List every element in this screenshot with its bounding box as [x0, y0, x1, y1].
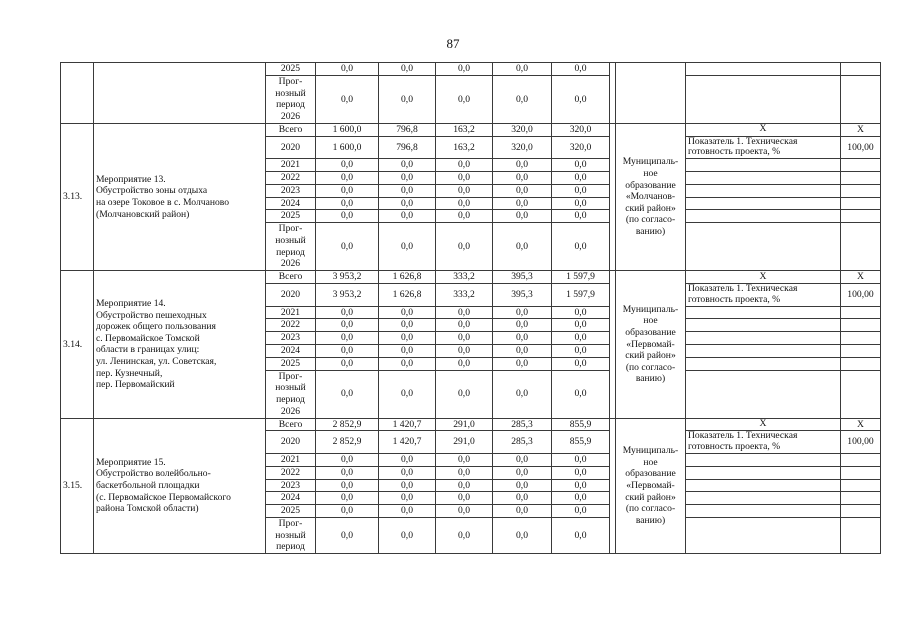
- executor-cell: [616, 63, 686, 124]
- value-cell: 0,0: [379, 75, 436, 123]
- value-cell: 291,0: [436, 431, 493, 454]
- indicator-cell: [686, 344, 841, 357]
- value-cell: 0,0: [436, 197, 493, 210]
- value-cell: 0,0: [552, 492, 610, 505]
- value-cell: 0,0: [316, 517, 379, 553]
- value-cell: 0,0: [493, 75, 552, 123]
- value-cell: 0,0: [316, 357, 379, 370]
- executor-line: ванию): [635, 514, 666, 526]
- value-cell: 0,0: [379, 171, 436, 184]
- value-cell: 320,0: [552, 123, 610, 136]
- value-cell: 0,0: [552, 319, 610, 332]
- value-cell: 0,0: [316, 159, 379, 172]
- period-line: Прог-: [278, 518, 303, 530]
- indicator-value-cell: [841, 63, 881, 76]
- period-line: Прог-: [278, 76, 303, 88]
- value-cell: 0,0: [316, 197, 379, 210]
- value-cell: 395,3: [493, 283, 552, 306]
- period-cell: [266, 75, 316, 123]
- value-cell: 1 597,9: [552, 271, 610, 284]
- indicator-value-cell: 100,00: [841, 431, 881, 454]
- value-cell: 0,0: [436, 75, 493, 123]
- value-cell: 0,0: [493, 184, 552, 197]
- indicator-cell: [686, 492, 841, 505]
- indicator-value-cell: [841, 344, 881, 357]
- indicator-value-cell: 100,00: [841, 136, 881, 159]
- period-cell: Всего: [266, 123, 316, 136]
- period-cell: 2024: [266, 197, 316, 210]
- period-cell: [266, 370, 316, 418]
- value-cell: 1 600,0: [316, 136, 379, 159]
- value-cell: 2 852,9: [316, 418, 379, 431]
- value-cell: 0,0: [316, 75, 379, 123]
- value-cell: 0,0: [379, 492, 436, 505]
- value-cell: 0,0: [316, 453, 379, 466]
- value-cell: 0,0: [316, 466, 379, 479]
- indicator-value-cell: [841, 505, 881, 518]
- executor-line: (по согласо-: [625, 503, 676, 515]
- description-line: пер. Кузнечный,: [96, 367, 163, 379]
- value-cell: 0,0: [436, 492, 493, 505]
- value-cell: 0,0: [493, 332, 552, 345]
- table-row: [61, 123, 881, 136]
- description-line: баскетбольной площадки: [96, 479, 200, 491]
- value-cell: 0,0: [316, 63, 379, 76]
- description-line: на озере Токовое в с. Молчаново: [96, 196, 230, 208]
- number-cell: [61, 63, 94, 124]
- value-cell: 0,0: [436, 505, 493, 518]
- value-cell: 1 626,8: [379, 283, 436, 306]
- value-cell: 0,0: [493, 505, 552, 518]
- period-cell: [266, 517, 316, 553]
- value-cell: 0,0: [379, 357, 436, 370]
- indicator-value-cell: [841, 517, 881, 553]
- executor-line: ное: [643, 315, 658, 327]
- value-cell: 0,0: [316, 223, 379, 271]
- period-line: 2026: [280, 405, 301, 417]
- executor-line: «Молчанов-: [625, 191, 676, 203]
- activity-description: [94, 418, 266, 553]
- value-cell: 0,0: [436, 319, 493, 332]
- description-line: Обустройство пешеходных: [96, 309, 207, 321]
- description-line: Обустройство зоны отдыха: [96, 185, 208, 197]
- value-cell: 333,2: [436, 271, 493, 284]
- period-line: 2026: [280, 110, 301, 122]
- page-number: 87: [446, 36, 460, 51]
- indicator-cell: [686, 171, 841, 184]
- value-cell: 0,0: [436, 344, 493, 357]
- description-line: Мероприятие 13.: [96, 173, 166, 185]
- indicator-value-cell: [841, 492, 881, 505]
- value-cell: 0,0: [552, 75, 610, 123]
- executor-line: ванию): [635, 373, 666, 385]
- value-cell: 0,0: [552, 517, 610, 553]
- indicator-value-cell: [841, 171, 881, 184]
- period-cell: 2023: [266, 479, 316, 492]
- period-line: период: [276, 99, 305, 111]
- value-cell: 0,0: [436, 479, 493, 492]
- value-cell: 0,0: [316, 171, 379, 184]
- indicator-value-cell: [841, 466, 881, 479]
- value-cell: 0,0: [379, 453, 436, 466]
- indicator-cell: [686, 505, 841, 518]
- value-cell: 0,0: [493, 306, 552, 319]
- value-cell: 855,9: [552, 431, 610, 454]
- period-cell: 2025: [266, 63, 316, 76]
- activity-number: 3.15.: [61, 418, 94, 553]
- description-line: Мероприятие 15.: [96, 456, 166, 468]
- activity-number: 3.14.: [61, 271, 94, 418]
- value-cell: 1 626,8: [379, 271, 436, 284]
- value-cell: 0,0: [316, 332, 379, 345]
- indicator-header-cell: Х: [686, 271, 841, 284]
- value-cell: 0,0: [379, 370, 436, 418]
- value-cell: 0,0: [493, 63, 552, 76]
- value-cell: 0,0: [436, 223, 493, 271]
- period-cell: 2021: [266, 306, 316, 319]
- value-cell: 0,0: [436, 517, 493, 553]
- value-cell: 0,0: [552, 171, 610, 184]
- value-cell: 0,0: [436, 171, 493, 184]
- value-cell: 333,2: [436, 283, 493, 306]
- value-cell: 0,0: [436, 357, 493, 370]
- period-cell: 2025: [266, 505, 316, 518]
- value-header-cell: Х: [841, 418, 881, 431]
- executor-line: ский район»: [625, 350, 676, 362]
- executor-line: образование: [625, 468, 676, 480]
- indicator-cell: [686, 63, 841, 76]
- value-cell: 0,0: [316, 319, 379, 332]
- value-cell: 796,8: [379, 123, 436, 136]
- value-cell: 0,0: [493, 517, 552, 553]
- period-cell: [266, 223, 316, 271]
- executor-line: Муниципаль-: [622, 156, 679, 168]
- indicator-cell: [686, 479, 841, 492]
- value-cell: 0,0: [552, 223, 610, 271]
- indicator-cell: [686, 210, 841, 223]
- value-cell: 0,0: [436, 453, 493, 466]
- executor-line: образование: [625, 179, 676, 191]
- indicator-name-cell: Показатель 1. Техническая готовность проекта, %: [686, 136, 841, 159]
- value-cell: 0,0: [379, 479, 436, 492]
- period-cell: 2022: [266, 171, 316, 184]
- description-line: дорожек общего пользования: [96, 321, 216, 333]
- value-cell: 1 420,7: [379, 431, 436, 454]
- value-cell: 285,3: [493, 431, 552, 454]
- indicator-cell: [686, 223, 841, 271]
- indicator-cell: [686, 197, 841, 210]
- period-cell: 2024: [266, 344, 316, 357]
- indicator-cell: [686, 466, 841, 479]
- value-cell: 0,0: [379, 306, 436, 319]
- value-cell: 0,0: [552, 357, 610, 370]
- period-cell: 2023: [266, 332, 316, 345]
- value-cell: 0,0: [493, 344, 552, 357]
- value-header-cell: Х: [841, 123, 881, 136]
- value-cell: 1 597,9: [552, 283, 610, 306]
- executor-line: «Первомай-: [626, 338, 675, 350]
- value-cell: 0,0: [316, 306, 379, 319]
- indicator-value-cell: [841, 197, 881, 210]
- value-cell: 0,0: [379, 197, 436, 210]
- period-line: Прог-: [278, 223, 303, 235]
- executor-cell: [616, 271, 686, 418]
- value-cell: 0,0: [493, 357, 552, 370]
- value-cell: 0,0: [552, 210, 610, 223]
- indicator-cell: [686, 159, 841, 172]
- table-row: [61, 271, 881, 284]
- program-table: [60, 62, 881, 554]
- value-cell: 0,0: [552, 184, 610, 197]
- executor-line: ский район»: [625, 491, 676, 503]
- description-line: области в границах улиц:: [96, 344, 200, 356]
- period-line: период: [276, 541, 305, 553]
- executor-line: ский район»: [625, 202, 676, 214]
- value-cell: 0,0: [552, 159, 610, 172]
- executor-line: (по согласо-: [625, 361, 676, 373]
- value-cell: 0,0: [493, 466, 552, 479]
- executor-line: (по согласо-: [625, 214, 676, 226]
- description-cell: [94, 63, 266, 124]
- indicator-cell: [686, 319, 841, 332]
- value-cell: 0,0: [493, 479, 552, 492]
- indicator-value-cell: 100,00: [841, 283, 881, 306]
- executor-line: ванию): [635, 225, 666, 237]
- period-line: нозный: [275, 87, 306, 99]
- indicator-cell: [686, 517, 841, 553]
- value-cell: 0,0: [436, 210, 493, 223]
- value-cell: 320,0: [552, 136, 610, 159]
- period-cell: 2020: [266, 431, 316, 454]
- indicator-cell: [686, 370, 841, 418]
- value-cell: 0,0: [379, 466, 436, 479]
- period-cell: 2024: [266, 492, 316, 505]
- value-cell: 163,2: [436, 123, 493, 136]
- indicator-value-cell: [841, 319, 881, 332]
- indicator-value-cell: [841, 357, 881, 370]
- value-cell: 0,0: [379, 184, 436, 197]
- description-line: Обустройство волейбольно-: [96, 468, 211, 480]
- value-cell: 0,0: [316, 184, 379, 197]
- value-cell: 1 600,0: [316, 123, 379, 136]
- value-cell: 291,0: [436, 418, 493, 431]
- executor-cell: [616, 123, 686, 270]
- value-cell: 1 420,7: [379, 418, 436, 431]
- executor-line: образование: [625, 326, 676, 338]
- value-cell: 0,0: [493, 492, 552, 505]
- executor-line: ное: [643, 456, 658, 468]
- period-cell: 2020: [266, 283, 316, 306]
- period-cell: 2022: [266, 319, 316, 332]
- period-cell: 2025: [266, 357, 316, 370]
- indicator-header-cell: Х: [686, 123, 841, 136]
- activity-number: 3.13.: [61, 123, 94, 270]
- indicator-value-cell: [841, 479, 881, 492]
- indicator-value-cell: [841, 159, 881, 172]
- period-line: период: [276, 394, 305, 406]
- period-line: нозный: [275, 235, 306, 247]
- description-line: пер. Первомайский: [96, 379, 175, 391]
- value-cell: 0,0: [493, 171, 552, 184]
- value-cell: 0,0: [493, 197, 552, 210]
- indicator-name-cell: Показатель 1. Техническая готовность проекта, %: [686, 431, 841, 454]
- description-line: Мероприятие 14.: [96, 297, 166, 309]
- table-row: [61, 63, 881, 76]
- indicator-name-cell: Показатель 1. Техническая готовность проекта, %: [686, 283, 841, 306]
- value-cell: 0,0: [493, 453, 552, 466]
- value-cell: 0,0: [379, 210, 436, 223]
- value-cell: 0,0: [379, 517, 436, 553]
- description-line: ул. Ленинская, ул. Советская,: [96, 355, 217, 367]
- activity-description: [94, 123, 266, 270]
- value-cell: 2 852,9: [316, 431, 379, 454]
- indicator-value-cell: [841, 75, 881, 123]
- indicator-cell: [686, 357, 841, 370]
- value-cell: 0,0: [316, 505, 379, 518]
- description-line: района Томской области): [96, 503, 199, 515]
- value-cell: 0,0: [436, 63, 493, 76]
- period-line: 2026: [280, 258, 301, 270]
- indicator-value-cell: [841, 223, 881, 271]
- value-cell: 0,0: [316, 479, 379, 492]
- value-cell: 796,8: [379, 136, 436, 159]
- value-cell: 0,0: [552, 505, 610, 518]
- table-row: [61, 418, 881, 431]
- value-cell: 0,0: [436, 332, 493, 345]
- value-cell: 0,0: [493, 319, 552, 332]
- indicator-header-cell: Х: [686, 418, 841, 431]
- period-cell: 2021: [266, 159, 316, 172]
- description-line: с. Первомайское Томской: [96, 332, 200, 344]
- value-cell: 3 953,2: [316, 271, 379, 284]
- value-cell: 0,0: [316, 344, 379, 357]
- indicator-cell: [686, 75, 841, 123]
- value-cell: 0,0: [493, 210, 552, 223]
- value-cell: 855,9: [552, 418, 610, 431]
- executor-line: Муниципаль-: [622, 303, 679, 315]
- period-cell: Всего: [266, 271, 316, 284]
- period-cell: 2025: [266, 210, 316, 223]
- value-cell: 0,0: [552, 197, 610, 210]
- period-cell: 2021: [266, 453, 316, 466]
- value-cell: 0,0: [436, 159, 493, 172]
- executor-cell: [616, 418, 686, 553]
- value-cell: 0,0: [552, 370, 610, 418]
- value-cell: 0,0: [436, 466, 493, 479]
- indicator-cell: [686, 184, 841, 197]
- value-cell: 3 953,2: [316, 283, 379, 306]
- period-line: нозный: [275, 529, 306, 541]
- indicator-value-cell: [841, 210, 881, 223]
- value-cell: 0,0: [316, 370, 379, 418]
- value-cell: 0,0: [436, 306, 493, 319]
- value-cell: 0,0: [552, 466, 610, 479]
- value-cell: 0,0: [379, 319, 436, 332]
- indicator-value-cell: [841, 370, 881, 418]
- value-cell: 0,0: [436, 184, 493, 197]
- executor-line: ное: [643, 168, 658, 179]
- value-cell: 320,0: [493, 123, 552, 136]
- value-cell: 320,0: [493, 136, 552, 159]
- indicator-cell: [686, 306, 841, 319]
- value-cell: 395,3: [493, 271, 552, 284]
- value-cell: 0,0: [379, 344, 436, 357]
- executor-line: «Первомай-: [626, 479, 675, 491]
- indicator-value-cell: [841, 332, 881, 345]
- value-cell: 163,2: [436, 136, 493, 159]
- value-cell: 0,0: [493, 370, 552, 418]
- period-line: период: [276, 246, 305, 258]
- value-cell: 0,0: [552, 479, 610, 492]
- activity-description: [94, 271, 266, 418]
- indicator-cell: [686, 332, 841, 345]
- value-cell: 0,0: [493, 223, 552, 271]
- period-line: Прог-: [278, 370, 303, 382]
- value-cell: 0,0: [379, 159, 436, 172]
- value-cell: 285,3: [493, 418, 552, 431]
- indicator-value-cell: [841, 184, 881, 197]
- period-line: нозный: [275, 382, 306, 394]
- executor-line: Муниципаль-: [622, 445, 679, 457]
- period-cell: 2022: [266, 466, 316, 479]
- value-cell: 0,0: [379, 223, 436, 271]
- value-header-cell: Х: [841, 271, 881, 284]
- description-line: (Молчановский район): [96, 208, 190, 220]
- value-cell: 0,0: [552, 344, 610, 357]
- value-cell: 0,0: [493, 159, 552, 172]
- value-cell: 0,0: [379, 63, 436, 76]
- value-cell: 0,0: [552, 453, 610, 466]
- period-cell: Всего: [266, 418, 316, 431]
- indicator-value-cell: [841, 453, 881, 466]
- period-cell: 2023: [266, 184, 316, 197]
- value-cell: 0,0: [552, 332, 610, 345]
- description-line: (с. Первомайское Первомайского: [96, 491, 231, 503]
- value-cell: 0,0: [552, 63, 610, 76]
- period-cell: 2020: [266, 136, 316, 159]
- value-cell: 0,0: [552, 306, 610, 319]
- indicator-value-cell: [841, 306, 881, 319]
- value-cell: 0,0: [379, 505, 436, 518]
- value-cell: 0,0: [436, 370, 493, 418]
- indicator-cell: [686, 453, 841, 466]
- value-cell: 0,0: [316, 210, 379, 223]
- value-cell: 0,0: [316, 492, 379, 505]
- value-cell: 0,0: [379, 332, 436, 345]
